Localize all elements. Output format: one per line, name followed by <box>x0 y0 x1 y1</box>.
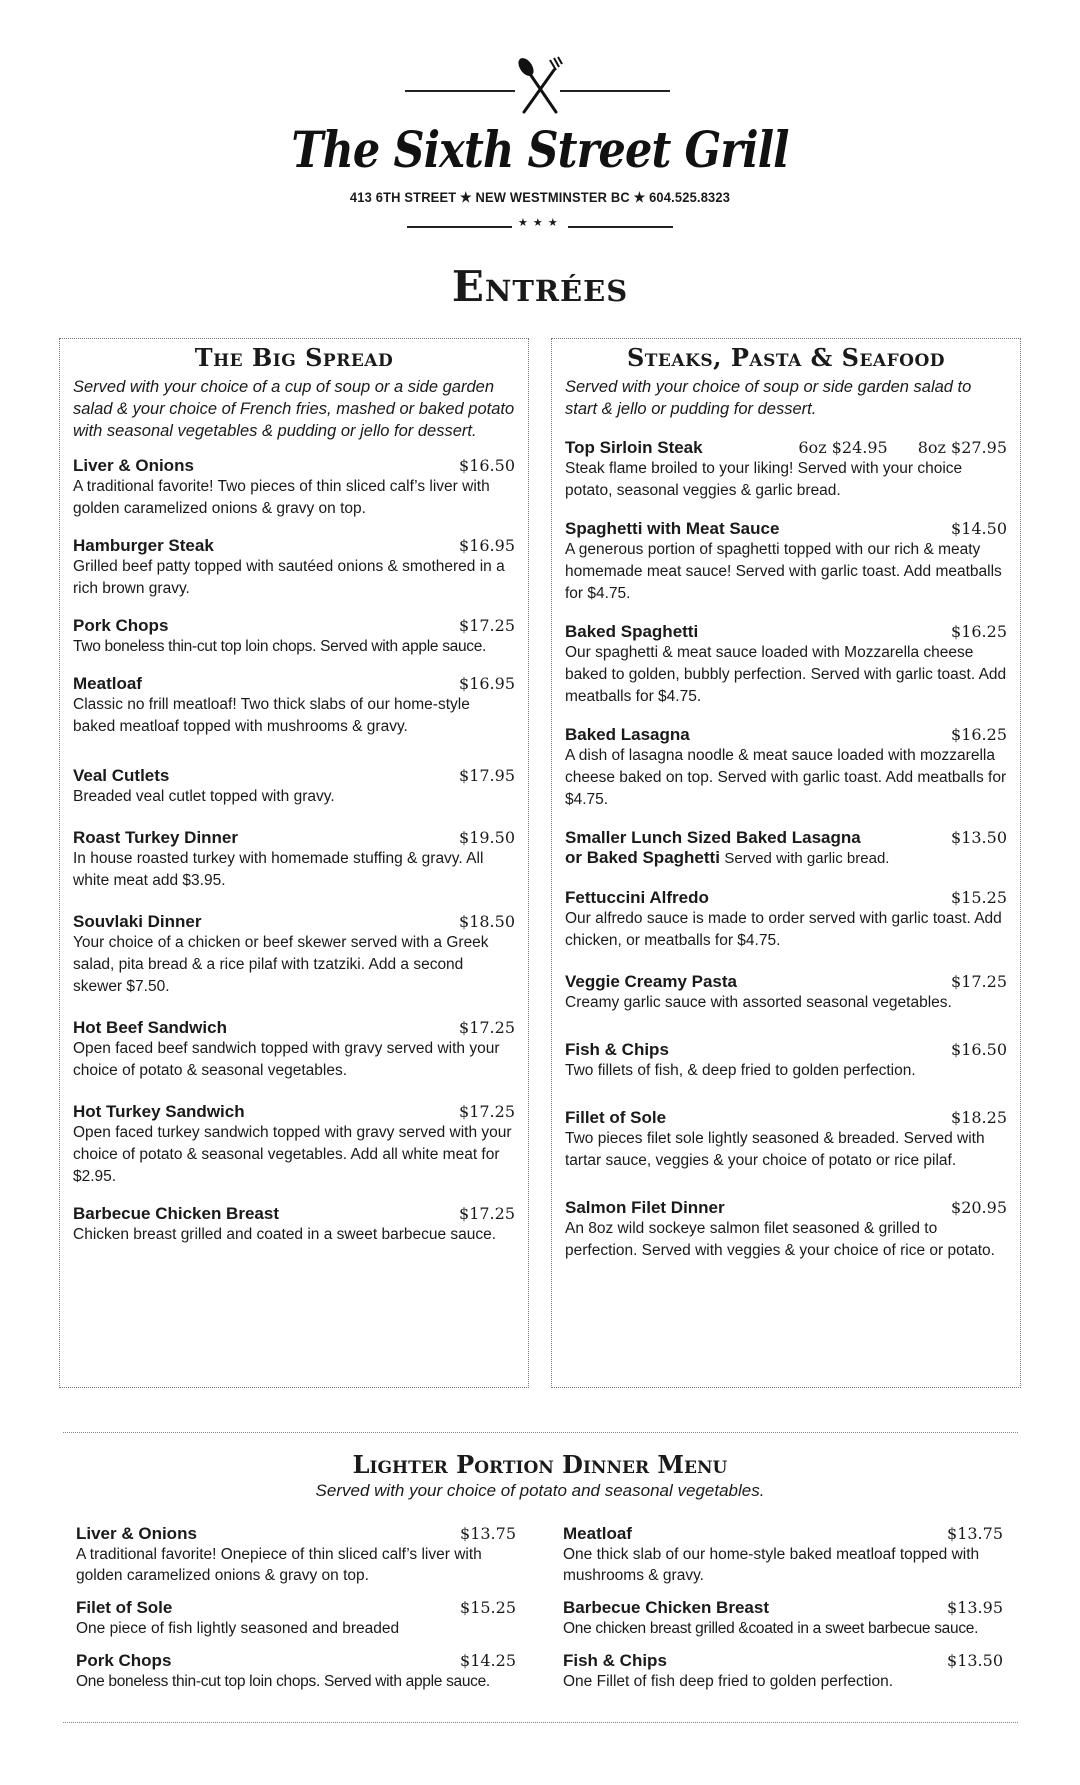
menu-item <box>563 1651 1003 1692</box>
item-name: Top Sirloin Steak <box>565 438 703 457</box>
item-description: A traditional favorite! Two pieces of thin sliced calf’s liver with golden caramelized onions & gravy on top. <box>73 478 490 517</box>
item-name: Veal Cutlets <box>73 766 170 785</box>
item-name: Hot Beef Sandwich <box>73 1018 227 1037</box>
big-spread-panel <box>59 338 529 1388</box>
logo-rule-left <box>405 90 515 92</box>
item-name: Meatloaf <box>563 1524 632 1543</box>
item-name: Fettuccini Alfredo <box>565 888 709 907</box>
menu-item <box>565 1198 1007 1262</box>
restaurant-logo <box>0 52 1080 242</box>
menu-item <box>565 972 1007 1014</box>
item-name: Hot Turkey Sandwich <box>73 1102 245 1121</box>
item-price: $16.25 <box>951 622 1007 641</box>
item-price-8oz: 8oz $27.95 <box>917 438 1007 457</box>
item-description: One piece of fish lightly seasoned and breaded <box>76 1620 400 1637</box>
item-description: One boneless thin-cut top loin chops. Served with apple sauce. <box>76 1673 490 1690</box>
menu-item <box>73 616 515 658</box>
item-description: Our spaghetti & meat sauce loaded with Mozzarella cheese baked to golden, bubbly perfection. Served with garlic toast. Add meatballs for $4.75. <box>565 644 1007 705</box>
menu-item <box>565 438 1007 502</box>
item-description: Our alfredo sauce is made to order served with garlic toast. Add chicken, or meatballs for $4.75. <box>565 910 1002 949</box>
logo-rule-left-bottom <box>407 226 512 228</box>
lighter-column-left <box>76 1524 516 1704</box>
item-description: Chicken breast grilled and coated in a sweet barbecue sauce. <box>73 1226 497 1243</box>
item-description: A generous portion of spaghetti topped with our rich & meaty homemade meat sauce! Served with garlic toast. Add meatballs for $4.75. <box>565 541 1002 602</box>
item-name: Hamburger Steak <box>73 536 214 555</box>
item-name: Souvlaki Dinner <box>73 912 202 931</box>
item-description: Classic no frill meatloaf! Two thick slabs of our home-style baked meatloaf topped with mushrooms & gravy. <box>73 696 470 735</box>
menu-item <box>565 1108 1007 1172</box>
menu-item <box>73 536 515 600</box>
menu-item <box>76 1524 516 1586</box>
page-title: Entrées <box>451 262 629 311</box>
item-name: Barbecue Chicken Breast <box>563 1598 769 1617</box>
item-price: $18.50 <box>459 912 515 931</box>
item-name: Fish & Chips <box>563 1651 667 1670</box>
menu-item <box>73 828 515 892</box>
item-price: $13.50 <box>951 828 1007 847</box>
item-price: $15.25 <box>951 888 1007 907</box>
item-price: $20.95 <box>951 1198 1007 1217</box>
item-description: One Fillet of fish deep fried to golden perfection. <box>563 1673 894 1690</box>
restaurant-name: The Sixth Street Grill <box>291 120 789 179</box>
item-name: Veggie Creamy Pasta <box>565 972 737 991</box>
steaks-intro: Served with your choice of soup or side garden salad to start & jello or pudding for dessert. <box>565 378 972 418</box>
item-name: Fish & Chips <box>565 1040 669 1059</box>
item-price: $17.25 <box>459 1018 515 1037</box>
logo-rule-right-bottom <box>568 226 673 228</box>
item-price: $13.50 <box>947 1651 1003 1670</box>
menu-item <box>73 766 515 808</box>
item-name: Baked Spaghetti <box>565 622 699 641</box>
item-description: Open faced beef sandwich topped with gravy served with your choice of potato & seasonal vegetables. <box>73 1040 500 1079</box>
item-description: Two fillets of fish, & deep fried to golden perfection. <box>565 1062 916 1079</box>
item-price: $14.50 <box>951 519 1007 538</box>
item-name: Filet of Sole <box>76 1598 173 1617</box>
item-name: Baked Lasagna <box>565 725 690 744</box>
item-name: Pork Chops <box>76 1651 172 1670</box>
item-description: Steak flame broiled to your liking! Served with your choice potato, seasonal veggies & garlic bread. <box>565 460 963 499</box>
lighter-portion-subtitle: Served with your choice of potato and seasonal vegetables. <box>315 1481 765 1500</box>
item-name-line2: or Baked Spaghetti <box>565 848 720 867</box>
item-name: Liver & Onions <box>76 1524 197 1543</box>
menu-item <box>73 1102 515 1188</box>
item-description: Your choice of a chicken or beef skewer served with a Greek salad, pita bread & a rice pilaf with tzatziki. Add a second skewer $7.50. <box>73 934 489 995</box>
menu-item <box>73 456 515 520</box>
item-name: Fillet of Sole <box>565 1108 667 1127</box>
item-name: Roast Turkey Dinner <box>73 828 239 847</box>
item-description: One chicken breast grilled &coated in a sweet barbecue sauce. <box>563 1620 979 1637</box>
item-name: Spaghetti with Meat Sauce <box>565 519 780 538</box>
item-price: $16.95 <box>459 536 515 555</box>
item-price: $13.75 <box>947 1524 1003 1543</box>
menu-item <box>565 828 1007 868</box>
divider-top <box>63 1432 1018 1433</box>
big-spread-intro: Served with your choice of a cup of soup or a side garden salad & your choice of French fries, mashed or baked potato with seasonal vegetables & pudding or jello for dessert. <box>73 378 515 440</box>
menu-item <box>73 1018 515 1082</box>
item-description: A dish of lasagna noodle & meat sauce loaded with mozzarella cheese baked on top. Served with garlic toast. Add meatballs for $4.75. <box>565 747 1007 808</box>
item-price: $13.75 <box>460 1524 516 1543</box>
restaurant-address: 413 6TH STREET ★ NEW WESTMINSTER BC ★ 604.525.8323 <box>349 189 731 205</box>
item-description: Creamy garlic sauce with assorted seasonal vegetables. <box>565 994 952 1011</box>
menu-item <box>565 519 1007 605</box>
item-price: $17.25 <box>459 616 515 635</box>
item-price: $16.50 <box>951 1040 1007 1059</box>
item-description: An 8oz wild sockeye salmon filet seasoned & grilled to perfection. Served with veggies & your choice of rice or potato. <box>565 1220 995 1259</box>
menu-item <box>76 1598 516 1639</box>
menu-item <box>565 1040 1007 1082</box>
item-price: $15.25 <box>460 1598 516 1617</box>
menu-item <box>76 1651 516 1692</box>
steaks-pasta-seafood-panel <box>551 338 1021 1388</box>
item-description: A traditional favorite! Onepiece of thin sliced calf’s liver with golden caramelized onions & gravy on top. <box>76 1546 482 1584</box>
item-description: Grilled beef patty topped with sautéed onions & smothered in a rich brown gravy. <box>73 558 505 597</box>
lighter-portion-title: Lighter Portion Dinner Menu <box>352 1450 728 1479</box>
item-name: Pork Chops <box>73 616 169 635</box>
divider-bottom <box>63 1722 1018 1723</box>
item-price: $17.25 <box>951 972 1007 991</box>
item-name: Barbecue Chicken Breast <box>73 1204 279 1223</box>
lighter-column-right <box>563 1524 1003 1704</box>
stars-icon: ★ ★ ★ <box>518 217 559 229</box>
menu-item <box>563 1524 1003 1586</box>
item-price: $13.95 <box>947 1598 1003 1617</box>
item-price: $16.25 <box>951 725 1007 744</box>
menu-item <box>73 912 515 998</box>
menu-item <box>73 1204 515 1246</box>
item-price: $16.50 <box>459 456 515 475</box>
item-price: $18.25 <box>951 1108 1007 1127</box>
item-name: Meatloaf <box>73 674 142 693</box>
item-description: Open faced turkey sandwich topped with gravy served with your choice of potato & seasonal vegetables. Add all white meat for $2.95. <box>73 1124 512 1185</box>
fork-spoon-icon <box>510 56 570 116</box>
menu-item <box>563 1598 1003 1639</box>
item-description: In house roasted turkey with homemade stuffing & gravy. All white meat add $3.95. <box>73 850 484 889</box>
menu-item <box>73 674 515 738</box>
item-price: $14.25 <box>460 1651 516 1670</box>
item-name: Liver & Onions <box>73 456 194 475</box>
item-price: $17.95 <box>459 766 515 785</box>
item-name: Smaller Lunch Sized Baked Lasagna <box>565 828 861 847</box>
item-price-6oz: 6oz $24.95 <box>798 438 888 457</box>
logo-rule-right <box>560 90 670 92</box>
menu-item <box>565 622 1007 708</box>
item-description: Breaded veal cutlet topped with gravy. <box>73 788 335 805</box>
item-price: $17.25 <box>459 1102 515 1121</box>
item-description: Served with garlic bread. <box>724 850 890 867</box>
item-price: $16.95 <box>459 674 515 693</box>
big-spread-title: The Big Spread <box>194 343 394 372</box>
menu-item <box>565 725 1007 811</box>
item-description: Two boneless thin-cut top loin chops. Served with apple sauce. <box>73 638 487 655</box>
item-description: Two pieces filet sole lightly seasoned & breaded. Served with tartar sauce, veggies & your choice of potato or rice pilaf. <box>565 1130 985 1169</box>
steaks-title: Steaks, Pasta & Seafood <box>626 343 946 372</box>
item-name: Salmon Filet Dinner <box>565 1198 725 1217</box>
item-price: $17.25 <box>459 1204 515 1223</box>
item-price: $19.50 <box>459 828 515 847</box>
item-description: One thick slab of our home-style baked meatloaf topped with mushrooms & gravy. <box>563 1546 980 1584</box>
menu-item <box>565 888 1007 952</box>
